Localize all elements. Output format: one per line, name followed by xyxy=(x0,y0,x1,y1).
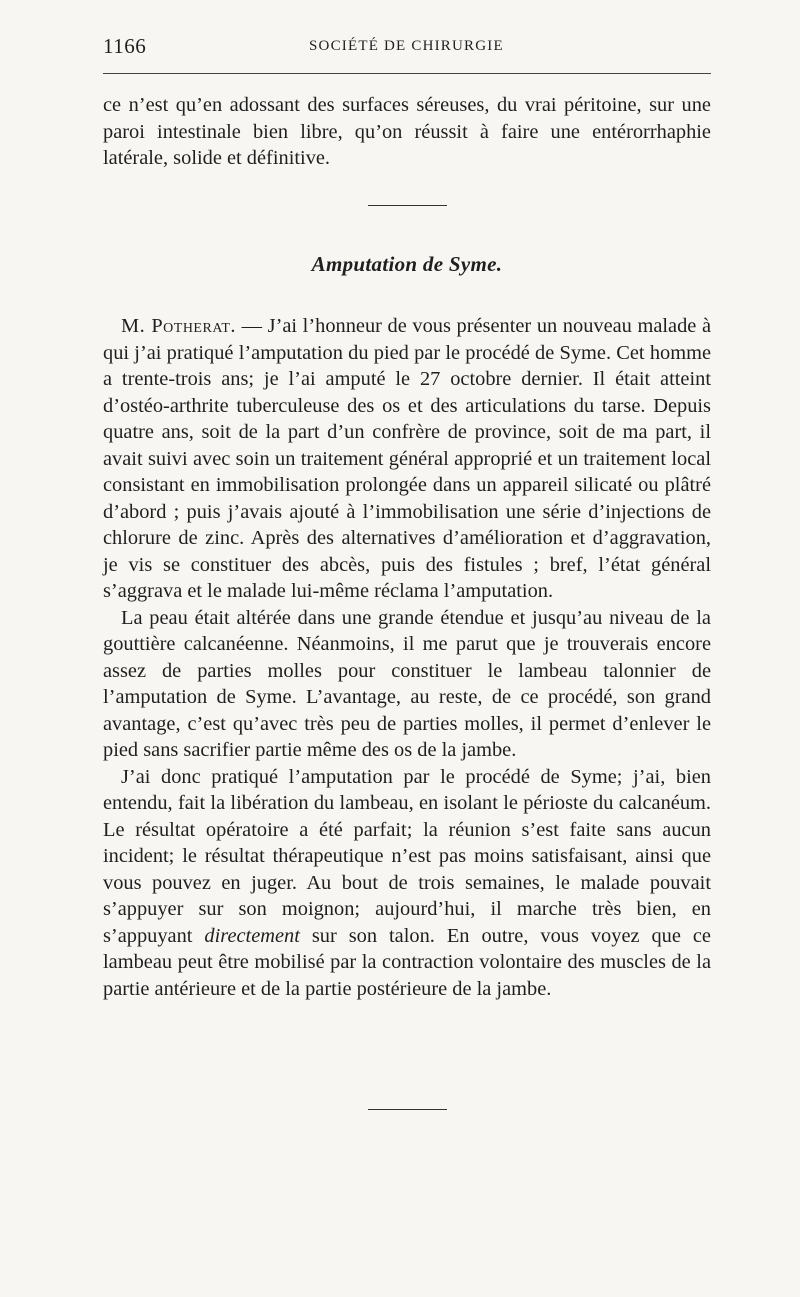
paragraph-1 xyxy=(103,313,711,605)
running-head: SOCIÉTÉ DE CHIRURGIE xyxy=(309,38,504,54)
paragraph-3-text-b: sur son talon. En outre, vous voyez que ce lambeau peut être mobilisé par la contraction volontaire des muscles de la partie antérieure et de la partie postérieure de la jambe. xyxy=(103,924,711,1000)
page-number: 1166 xyxy=(103,34,147,58)
section-body xyxy=(103,313,711,1002)
intro-paragraph: ce n’est qu’en adossant des surfaces séreuses, du vrai péritoine, sur une paroi intestinale bien libre, qu’on réussit à faire une entérorrhaphie latérale, solide et définitive. xyxy=(103,94,711,169)
header-rule xyxy=(103,73,711,74)
paragraph-3-emphasis: directement xyxy=(204,924,300,947)
paragraph-1-text: — J’ai l’honneur de vous présenter un nouveau malade à qui j’ai pratiqué l’amputation du pied par le procédé de Syme. Cet homme a trente-trois ans; je l’ai amputé le 27 octobre dernier. Il était atteint d’ostéo-arthrite tuberculeuse des os et des articulations du tarse. Depuis quatre ans, soit de la part d’un confrère de province, soit de ma part, il avait suivi avec soin un traitement général approprié et un traitement local consistant en immobilisation prolongée dans un appareil silicaté ou plâtré d’abord ; puis j’avais ajouté à l’immobilisation une série d’injections de chlorure de zinc. Après des alternatives d’amélioration et d’aggravation, je vis se constituer des abcès, puis des fistules ; bref, l’état général s’aggrava et le malade lui-même réclama l’amputation. xyxy=(103,315,711,602)
paragraph-3 xyxy=(103,764,711,1003)
section-separator-bottom xyxy=(368,1109,447,1110)
section-separator-top xyxy=(368,205,447,206)
section-title: Amputation de Syme. xyxy=(311,252,503,276)
page-header xyxy=(103,34,711,64)
paragraph-3-text-a: J’ai donc pratiqué l’amputation par le procédé de Syme; j’ai, bien entendu, fait la libération du lambeau, en isolant le périoste du calcanéum. Le résultat opératoire a été parfait; la réunion s’est faite sans aucun incident; le résultat thérapeutique n’est pas moins satisfaisant, ainsi que vous pouvez en juger. Au bout de trois semaines, le malade pouvait s’appuyer sur son moignon; aujourd’hui, il marche très bien, en s’appuyant xyxy=(103,765,711,947)
speaker-name: M. Potherat. xyxy=(121,315,237,337)
paragraph-2: La peau était altérée dans une grande étendue et jusqu’au niveau de la gouttière calcanéenne. Néanmoins, il me parut que je trouverais encore assez de parties molles pour constituer le lambeau talonnier de l’amputation de Syme. L’avantage, au reste, de ce procédé, son grand avantage, c’est qu’avec très peu de parties molles, il permet d’enlever le pied sans sacrifier partie même des os de la jambe. xyxy=(103,606,711,761)
